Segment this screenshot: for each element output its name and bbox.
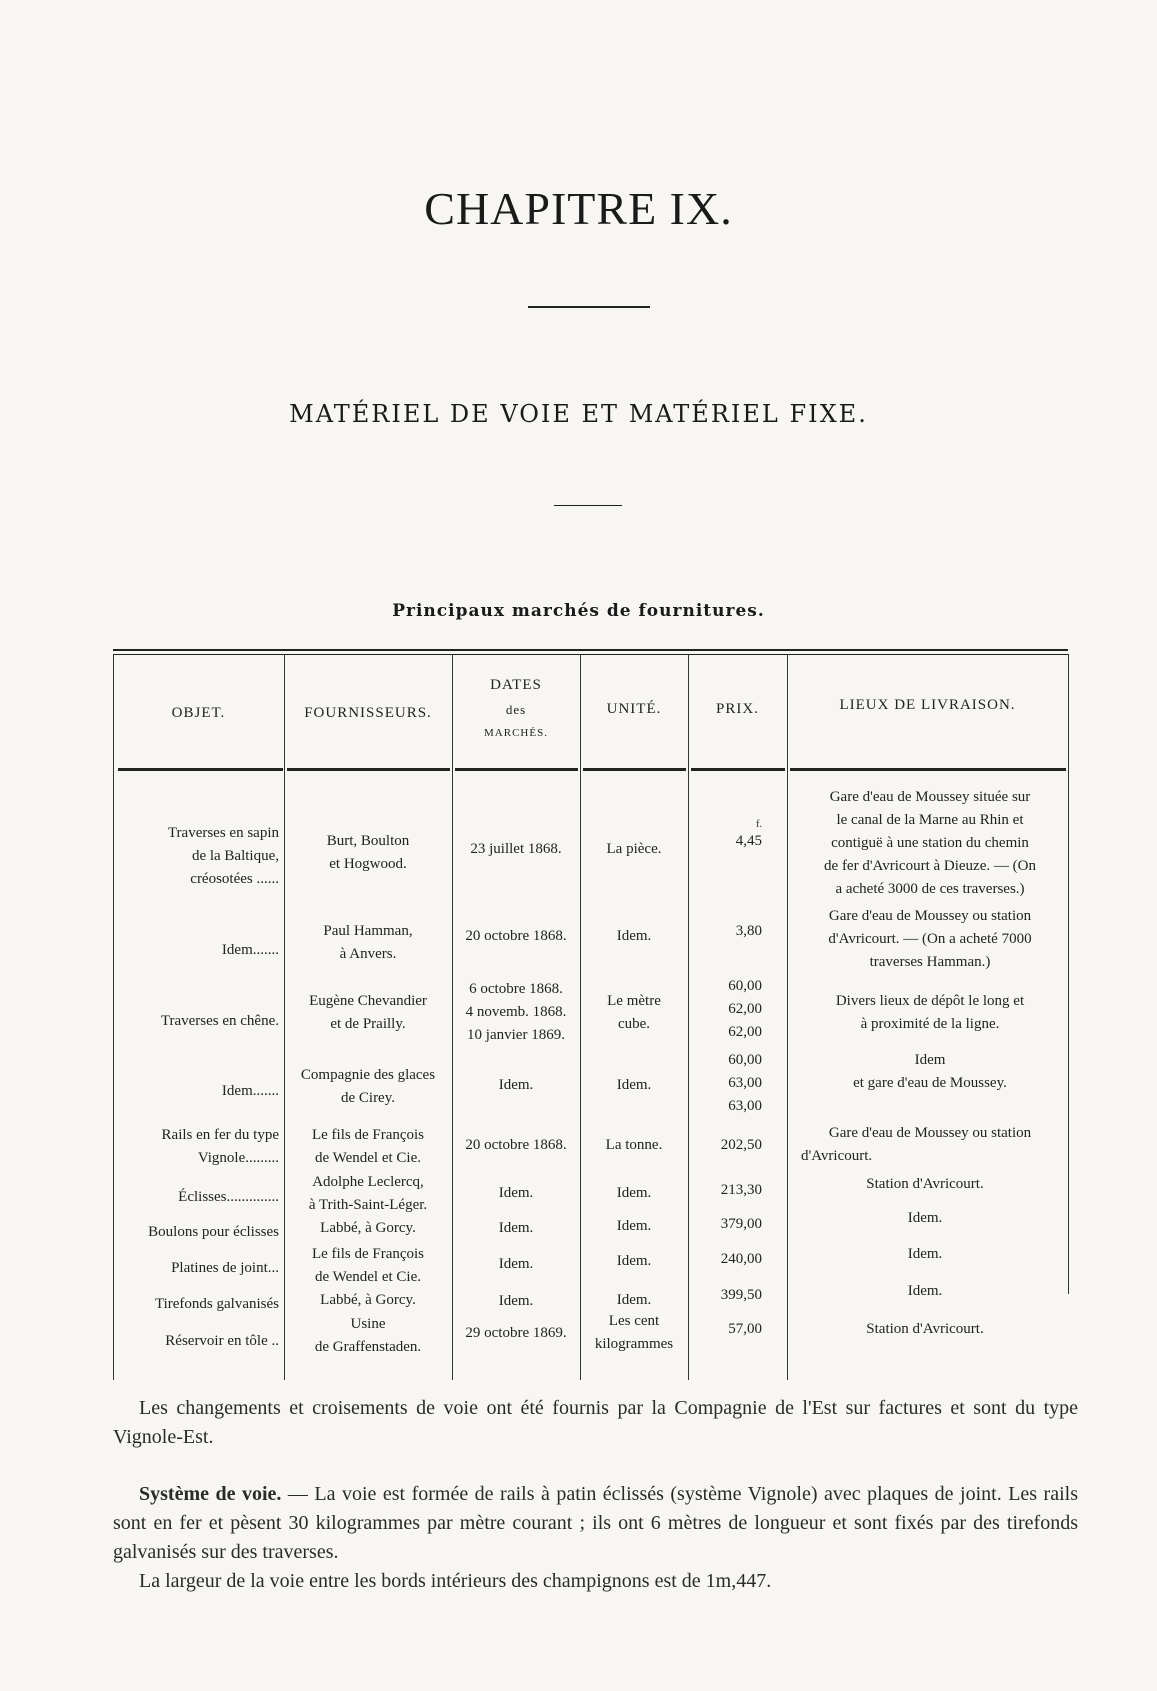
paragraph-largeur: La largeur de la voie entre les bords intérieurs des champignons est de 1m,447. [139,1570,772,1592]
cell-fournisseurs [288,1313,448,1359]
header-objet: OBJET. [171,705,226,721]
cell-prix [692,820,762,853]
cell-line: de Wendel et Cie. [315,1150,421,1166]
cell-unite: Idem. [616,1292,652,1308]
cell-line: créosotées ...... [190,871,279,887]
cell-line: 4,45 [735,833,762,849]
cell-prix [692,1049,762,1118]
header-rule [455,768,578,771]
cell-line: Gare d'eau de Moussey ou station [828,1125,1032,1141]
cell-line: Usine [350,1316,386,1332]
header-lieux: LIEUX DE LIVRAISON. [839,697,1016,713]
cell-fournisseurs [288,920,448,966]
cell-objet: Éclisses.............. [178,1189,279,1205]
cell-dates: Idem. [498,1293,534,1309]
cell-fournisseurs [288,1243,448,1289]
cell-lieux: Idem. [907,1283,943,1299]
cell-prix: 399,50 [720,1287,762,1303]
cell-unite: Idem. [616,1218,652,1234]
currency-mark: f. [756,819,762,830]
table-top-border [113,649,1068,651]
cell-line: de fer d'Avricourt à Dieuze. — (On [824,858,1036,874]
column-rule [452,654,453,1380]
cell-unite: Idem. [616,928,652,944]
cell-objet: Idem....... [221,942,279,958]
cell-lieux: Station d'Avricourt. [866,1176,984,1192]
column-rule [1068,654,1069,1294]
cell-unite: Idem. [616,1253,652,1269]
table-top-border-inner [113,654,1068,655]
cell-fournisseurs: Labbé, à Gorcy. [320,1220,416,1236]
column-rule [113,654,114,1380]
cell-line: Les cent [608,1313,660,1329]
cell-line: kilogrammes [594,1336,674,1352]
cell-prix: 240,00 [720,1251,762,1267]
cell-lieux [795,905,1065,974]
cell-line: 10 janvier 1869. [467,1027,565,1043]
cell-fournisseurs: Labbé, à Gorcy. [320,1292,416,1308]
cell-prix: 57,00 [728,1321,762,1337]
cell-line: 4 novemb. 1868. [465,1004,567,1020]
header-prix: PRIX. [716,701,759,717]
cell-line: Le fils de François [311,1246,425,1262]
cell-dates [456,978,576,1047]
column-rule [688,654,689,1380]
cell-objet: Idem....... [221,1083,279,1099]
cell-line: de la Baltique, [191,848,279,864]
cell-fournisseurs [288,1171,448,1217]
cell-unite: Idem. [616,1077,652,1093]
cell-prix: 213,30 [720,1182,762,1198]
cell-dates: Idem. [498,1220,534,1236]
paragraph-systeme-de-voie [113,1480,1078,1567]
cell-line: à Anvers. [339,946,397,962]
cell-prix: 202,50 [720,1137,762,1153]
column-rule [580,654,581,1380]
cell-lieux [795,990,1065,1036]
cell-line: Vignole......... [197,1150,279,1166]
cell-objet: Tirefonds galvanisés [154,1296,279,1312]
cell-lieux [795,1122,1065,1168]
header-rule [790,768,1066,771]
cell-line: Burt, Boulton [326,833,410,849]
section-rule [554,505,622,506]
cell-line: le canal de la Marne au Rhin et [836,812,1024,828]
cell-line: 63,00 [728,1098,762,1114]
paragraph-body: — La voie est formée de rails à patin éclissés (système Vignole) avec plaques de joint. Les rails sont en fer et pèsent 30 kilogrammes par mètre courant ; ils ont 6 mètres de longueur et sont fixés par des tirefonds galvanisés sur des traverses. [113,1483,1078,1563]
cell-line: traverses Hamman.) [869,954,991,970]
section-title: MATÉRIEL DE VOIE ET MATÉRIEL FIXE. [289,400,868,428]
cell-line: à proximité de la ligne. [860,1016,1000,1032]
cell-line: et Hogwood. [329,856,407,872]
cell-prix: 3,80 [735,923,762,939]
cell-line: 6 octobre 1868. [469,981,563,997]
cell-fournisseurs [288,830,448,876]
cell-line: Traverses en sapin [167,825,279,841]
cell-objet: Boulons pour éclisses [148,1224,279,1240]
cell-dates: Idem. [498,1185,534,1201]
cell-unite: La pièce. [606,841,662,857]
cell-line: d'Avricourt. — (On a acheté 7000 [828,931,1032,947]
cell-line: de Wendel et Cie. [315,1269,421,1285]
column-rule [284,654,285,1380]
header-unite: UNITÉ. [606,701,662,717]
cell-line: Le fils de François [311,1127,425,1143]
cell-line: Paul Hamman, [323,923,413,939]
cell-line: Rails en fer du type [161,1127,279,1143]
cell-lieux: Station d'Avricourt. [866,1321,984,1337]
header-rule [287,768,450,771]
header-rule [691,768,785,771]
cell-line: 60,00 [728,978,762,994]
cell-line: de Cirey. [340,1090,395,1106]
header-dates-des: des [505,702,527,717]
cell-dates: 29 octobre 1869. [465,1325,567,1341]
cell-line: et gare d'eau de Moussey. [853,1075,1007,1091]
cell-line: Adolphe Leclercq, [312,1174,424,1190]
cell-dates: 20 octobre 1868. [465,1137,567,1153]
cell-line: de Graffenstaden. [314,1339,422,1355]
title-rule [528,306,650,308]
header-fournisseurs: FOURNISSEURS. [304,705,432,721]
header-rule [583,768,686,771]
table-title: Principaux marchés de fournitures. [392,601,765,621]
cell-unite [584,990,684,1036]
cell-line: Le mètre [607,993,661,1009]
column-rule [787,654,788,1380]
cell-line: Eugène Chevandier [309,993,427,1009]
header-dates: DATES [490,677,542,693]
header-rule [118,768,283,771]
cell-dates: Idem. [498,1256,534,1272]
cell-dates: 20 octobre 1868. [465,928,567,944]
paragraph-changements: Les changements et croisements de voie ont été fournis par la Compagnie de l'Est sur factures et sont du type Vignole-Est. [113,1397,1078,1448]
cell-line: contiguë à une station du chemin [831,835,1029,851]
cell-fournisseurs [288,1064,448,1110]
cell-line: a acheté 3000 de ces traverses.) [835,881,1025,897]
cell-line: 63,00 [728,1075,762,1091]
chapter-title: CHAPITRE IX. [424,183,733,234]
cell-unite: La tonne. [605,1137,663,1153]
cell-fournisseurs [288,1124,448,1170]
cell-objet [118,1124,279,1170]
cell-line: Gare d'eau de Moussey située sur [829,789,1031,805]
cell-line: Divers lieux de dépôt le long et [835,993,1025,1009]
cell-lieux [795,1049,1065,1095]
cell-objet: Réservoir en tôle .. [165,1333,279,1349]
header-dates-marches: MARCHÉS. [484,727,548,739]
cell-line: 60,00 [728,1052,762,1068]
cell-objet: Traverses en chêne. [160,1013,279,1029]
cell-lieux: Idem. [907,1210,943,1226]
cell-line: cube. [617,1016,651,1032]
cell-line: d'Avricourt. [801,1148,873,1164]
cell-line: Idem [914,1052,946,1068]
cell-line: et de Prailly. [330,1016,406,1032]
cell-unite: Idem. [616,1185,652,1201]
cell-objet: Platines de joint... [171,1260,279,1276]
cell-fournisseurs [288,990,448,1036]
cell-line: Gare d'eau de Moussey ou station [828,908,1032,924]
cell-prix [692,975,762,1044]
cell-lieux [795,786,1065,901]
cell-dates: 23 juillet 1868. [470,841,562,857]
cell-lieux: Idem. [907,1246,943,1262]
paragraph-lead: Système de voie. [139,1483,282,1505]
cell-line: Compagnie des glaces [300,1067,436,1083]
cell-line: 62,00 [728,1001,762,1017]
cell-line: à Trith-Saint-Léger. [308,1197,428,1213]
cell-dates: Idem. [498,1077,534,1093]
cell-prix: 379,00 [720,1216,762,1232]
cell-line: 62,00 [728,1024,762,1040]
cell-unite [584,1310,684,1356]
cell-objet [118,822,279,891]
